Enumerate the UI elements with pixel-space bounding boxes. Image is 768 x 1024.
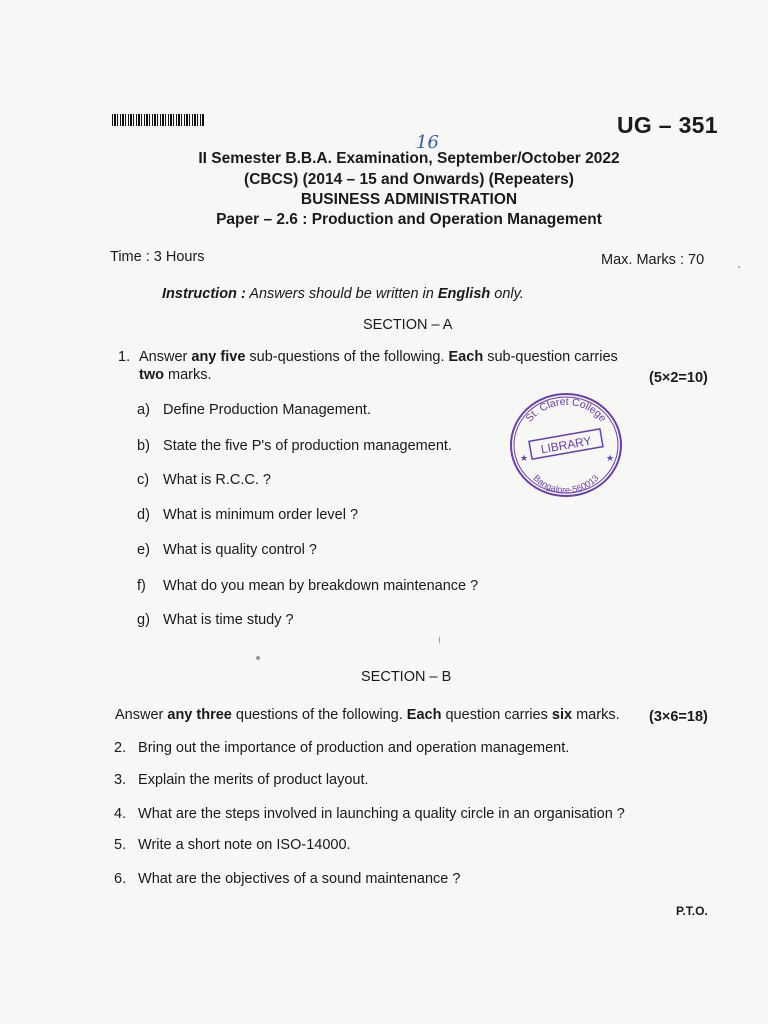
section-a-marks: (5×2=10) [649, 370, 708, 386]
sub-question: c) What is R.C.C. ? [137, 472, 271, 488]
instruction [162, 286, 524, 302]
question: 4. What are the steps involved in launching a quality circle in an organisation ? [114, 806, 625, 822]
page-turn-over: P.T.O. [676, 904, 708, 918]
sub-question: b) State the five P's of production management. [137, 438, 452, 454]
stamp-star-icon: ★ [606, 453, 615, 463]
sub-question: d) What is minimum order level ? [137, 507, 359, 523]
instruction-text-end: only. [490, 286, 524, 302]
paper-code: UG – 351 [617, 112, 718, 138]
section-b-title: SECTION – B [361, 669, 452, 685]
max-marks: Max. Marks : 70 [601, 252, 705, 268]
exam-title: II Semester B.B.A. Examination, September/October 2022 [198, 150, 620, 167]
stamp-label: LIBRARY [539, 433, 593, 457]
scan-speck [439, 636, 440, 644]
stamp-top-text: St. Claret College [523, 395, 609, 425]
question: 5. Write a short note on ISO-14000. [114, 837, 351, 853]
question-number: 1. [118, 349, 131, 365]
paper-title: Paper – 2.6 : Production and Operation Management [216, 211, 602, 228]
handwritten-note: 16 [416, 132, 439, 153]
instruction-label: Instruction : [162, 286, 246, 302]
library-stamp [508, 391, 624, 499]
stamp-bottom-text: Bangalore-560013 [531, 472, 601, 496]
question: 3. Explain the merits of product layout. [114, 772, 369, 788]
exam-scheme: (CBCS) (2014 – 15 and Onwards) (Repeaters) [244, 171, 574, 188]
question-text: Answer any five sub-questions of the following. Each sub-question carries two marks. [139, 349, 618, 383]
question: 2. Bring out the importance of production and operation management. [114, 740, 570, 756]
instruction-language: English [437, 286, 491, 302]
question: 6. What are the objectives of a sound maintenance ? [114, 871, 461, 887]
scan-speck [738, 266, 740, 268]
sub-question: e) What is quality control ? [137, 542, 317, 558]
section-a-title: SECTION – A [363, 317, 453, 333]
subject-title: BUSINESS ADMINISTRATION [300, 191, 518, 208]
time-duration: Time : 3 Hours [110, 249, 205, 265]
section-b-instruction: Answer any three questions of the following. Each question carries six marks. [115, 707, 620, 723]
barcode [112, 114, 204, 126]
svg-text:St. Claret College [523, 396, 608, 425]
sub-question: g) What is time study ? [137, 612, 294, 628]
sub-question: f) What do you mean by breakdown maintenance ? [137, 578, 479, 594]
scan-speck [256, 656, 260, 660]
stamp-star-icon: ★ [520, 453, 529, 463]
instruction-text: Answers should be written in [245, 286, 438, 302]
sub-question: a) Define Production Management. [137, 402, 371, 418]
section-b-marks: (3×6=18) [649, 709, 708, 725]
